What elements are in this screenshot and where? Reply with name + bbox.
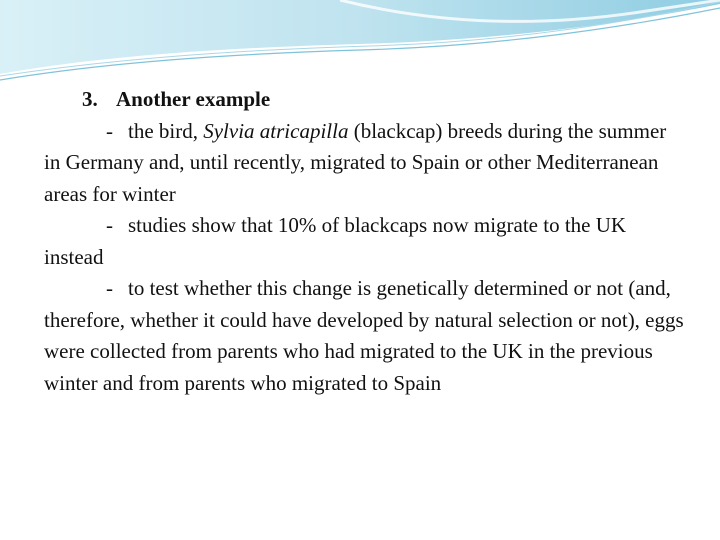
bullet-dash: - — [106, 213, 113, 237]
bullet-dash: - — [106, 118, 113, 143]
bullet-dash: - — [106, 276, 113, 300]
heading-number: 3. — [82, 87, 98, 111]
bullet-paragraph-2 — [44, 210, 684, 273]
bullet-1-text-before: the bird, — [128, 118, 204, 143]
slide-body — [44, 84, 684, 399]
slide-heading — [44, 84, 684, 116]
bullet-2-text: studies show that 10% of blackcaps now migrate to the UK instead — [44, 213, 627, 269]
header-wave-decoration — [0, 0, 720, 90]
species-name: Sylvia atricapilla — [203, 118, 349, 143]
bullet-paragraph-3 — [44, 273, 684, 399]
bullet-3-text: to test whether this change is genetically determined or not (and, therefore, whether it could have developed by natural selection or not), eggs were collected from parents who had migrated to the UK in the previous winter and from parents who migrated to Spain — [44, 276, 684, 395]
bullet-paragraph-1 — [44, 116, 684, 211]
bullet-1-text-after: (blackcap) breeds during the summer in Germany and, until recently, migrated to Spain or other Mediterranean areas for winter — [44, 118, 667, 206]
heading-title: Another example — [116, 87, 271, 111]
